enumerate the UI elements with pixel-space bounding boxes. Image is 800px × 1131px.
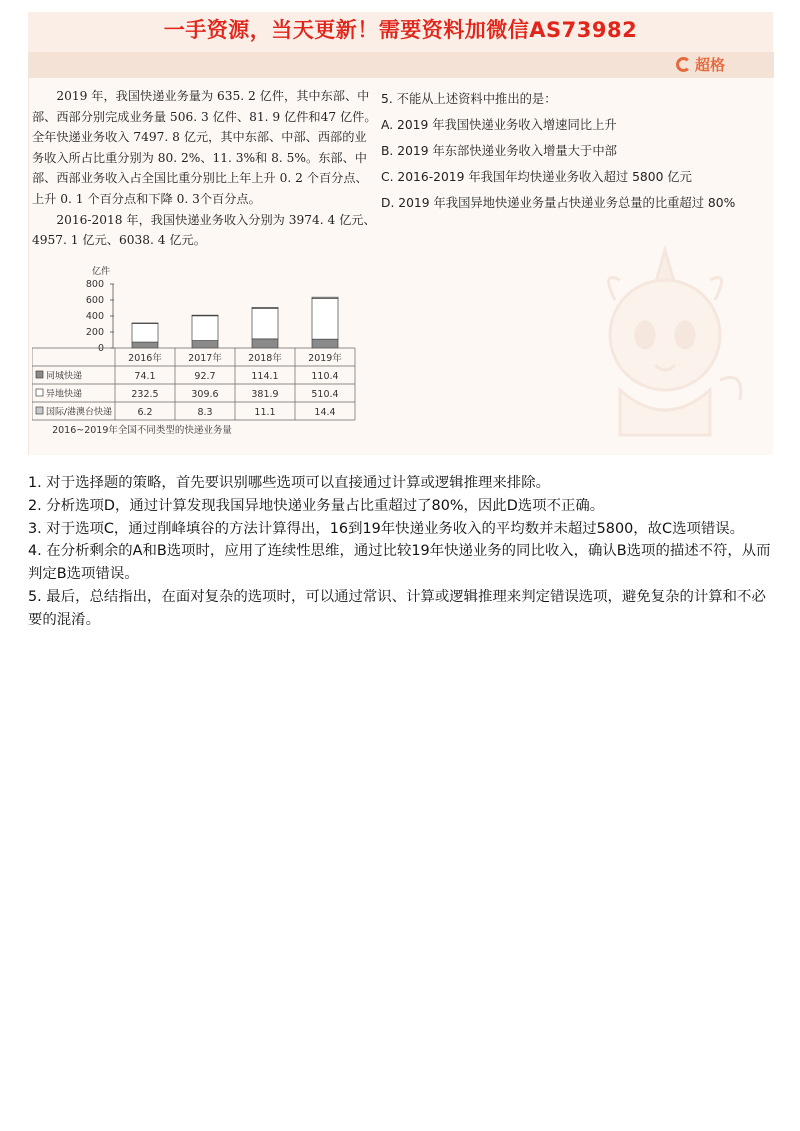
data-label: 11.1 xyxy=(254,407,276,418)
data-label: 6.2 xyxy=(137,407,153,418)
y-tick-label: 0 xyxy=(97,343,104,354)
watermark-banner: 一手资源，当天更新！需要资料加微信AS73982 xyxy=(163,18,638,42)
legend-swatch xyxy=(36,389,43,396)
bar-local-2 xyxy=(192,341,218,348)
data-label: 74.1 xyxy=(134,371,156,382)
option-b: B. 2019 年东部快递业务收入增量大于中部 xyxy=(381,144,617,158)
analysis-notes xyxy=(28,472,773,632)
x-tick-label: 2018年 xyxy=(248,353,282,364)
bar-local-3 xyxy=(252,339,278,348)
note-3: 3. 对于选项C，通过削峰填谷的方法计算得出，16到19年快递业务收入的平均数并未超过5800，故C选项错误。 xyxy=(28,520,745,537)
data-label: 114.1 xyxy=(251,371,279,382)
chart-title: 2016~2019年全国不同类型的快递业务量 xyxy=(52,425,232,436)
unicorn-mascot-icon xyxy=(580,240,750,440)
passage-paragraph-1: 2019 年，我国快递业务量为 635. 2 亿件，其中东部、中部、西部分别完成业务量 506. 3 亿件、81. 9 亿件和47 亿件。全年快递业务收入 7497. 8 亿元，其中东部、中部、西部的业务收入所占比重分别为 80. 2%、11. 3%和 8. 5%。东部、中部、西部业务收入占全国比重分别比上年上升 0. 2 个百分点、上升 0. 1 个百分点和下降 0. 3个百分点。 xyxy=(32,89,377,206)
note-1: 1. 对于选择题的策略，首先要识别哪些选项可以直接通过计算或逻辑推理来排除。 xyxy=(28,475,550,491)
y-axis-label: 亿件 xyxy=(92,267,111,277)
y-tick-label: 400 xyxy=(85,311,104,322)
legend-entry: 异地快递 xyxy=(46,389,83,400)
chart-svg xyxy=(32,262,377,437)
note-2: 2. 分析选项D，通过计算发现我国异地快递业务量占比重超过了80%，因此D选项不正确。 xyxy=(28,497,605,514)
x-tick-label: 2019年 xyxy=(308,353,342,364)
bar-remote-2 xyxy=(192,316,218,341)
brand-name: 超格 xyxy=(694,56,725,74)
brand-g-icon xyxy=(676,57,691,72)
legend-entry: 国际/港澳台快递 xyxy=(46,407,113,418)
option-c: C. 2016-2019 年我国年均快递业务收入超过 5800 亿元 xyxy=(381,170,692,184)
option-d: D. 2019 年我国异地快递业务量占快递业务总量的比重超过 80% xyxy=(381,196,736,210)
legend-swatch xyxy=(36,371,43,378)
legend-entry: 同城快递 xyxy=(46,371,83,382)
data-label: 92.7 xyxy=(194,371,216,382)
bar-international-4 xyxy=(312,297,338,298)
question-stem: 5. 不能从上述资料中推出的是： xyxy=(381,92,557,106)
x-tick-label: 2016年 xyxy=(128,353,162,364)
bar-local-1 xyxy=(132,342,158,348)
question-block xyxy=(381,86,756,216)
bar-international-2 xyxy=(192,315,218,316)
data-label: 232.5 xyxy=(131,389,159,400)
data-label: 14.4 xyxy=(314,407,336,418)
bar-international-3 xyxy=(252,307,278,308)
express-volume-chart xyxy=(32,262,377,437)
brand-logo xyxy=(676,54,725,75)
note-5: 5. 最后，总结指出，在面对复杂的选项时，可以通过常识、计算或逻辑推理来判定错误选项，避免复杂的计算和不必要的混淆。 xyxy=(28,588,766,628)
data-label: 510.4 xyxy=(311,389,339,400)
bar-remote-1 xyxy=(132,323,158,342)
bar-local-4 xyxy=(312,339,338,348)
data-label: 8.3 xyxy=(197,407,213,418)
y-tick-label: 200 xyxy=(85,327,104,338)
card-header xyxy=(29,52,774,78)
note-4: 4. 在分析剩余的A和B选项时，应用了连续性思维，通过比较19年快递业务的同比收入，确认B选项的描述不符，从而判定B选项错误。 xyxy=(28,543,771,583)
legend-swatch xyxy=(36,407,43,414)
passage-paragraph-2: 2016-2018 年，我国快递业务收入分别为 3974. 4 亿元、4957. 1 亿元、6038. 4 亿元。 xyxy=(32,212,376,248)
data-label: 110.4 xyxy=(311,371,339,382)
data-label: 381.9 xyxy=(251,389,279,400)
bar-remote-3 xyxy=(252,308,278,339)
x-tick-label: 2017年 xyxy=(188,353,222,364)
y-tick-label: 800 xyxy=(85,279,104,290)
option-a: A. 2019 年我国快递业务收入增速同比上升 xyxy=(381,118,617,132)
y-tick-label: 600 xyxy=(85,295,104,306)
data-passage xyxy=(32,86,377,251)
data-label: 309.6 xyxy=(191,389,219,400)
bar-remote-4 xyxy=(312,298,338,339)
